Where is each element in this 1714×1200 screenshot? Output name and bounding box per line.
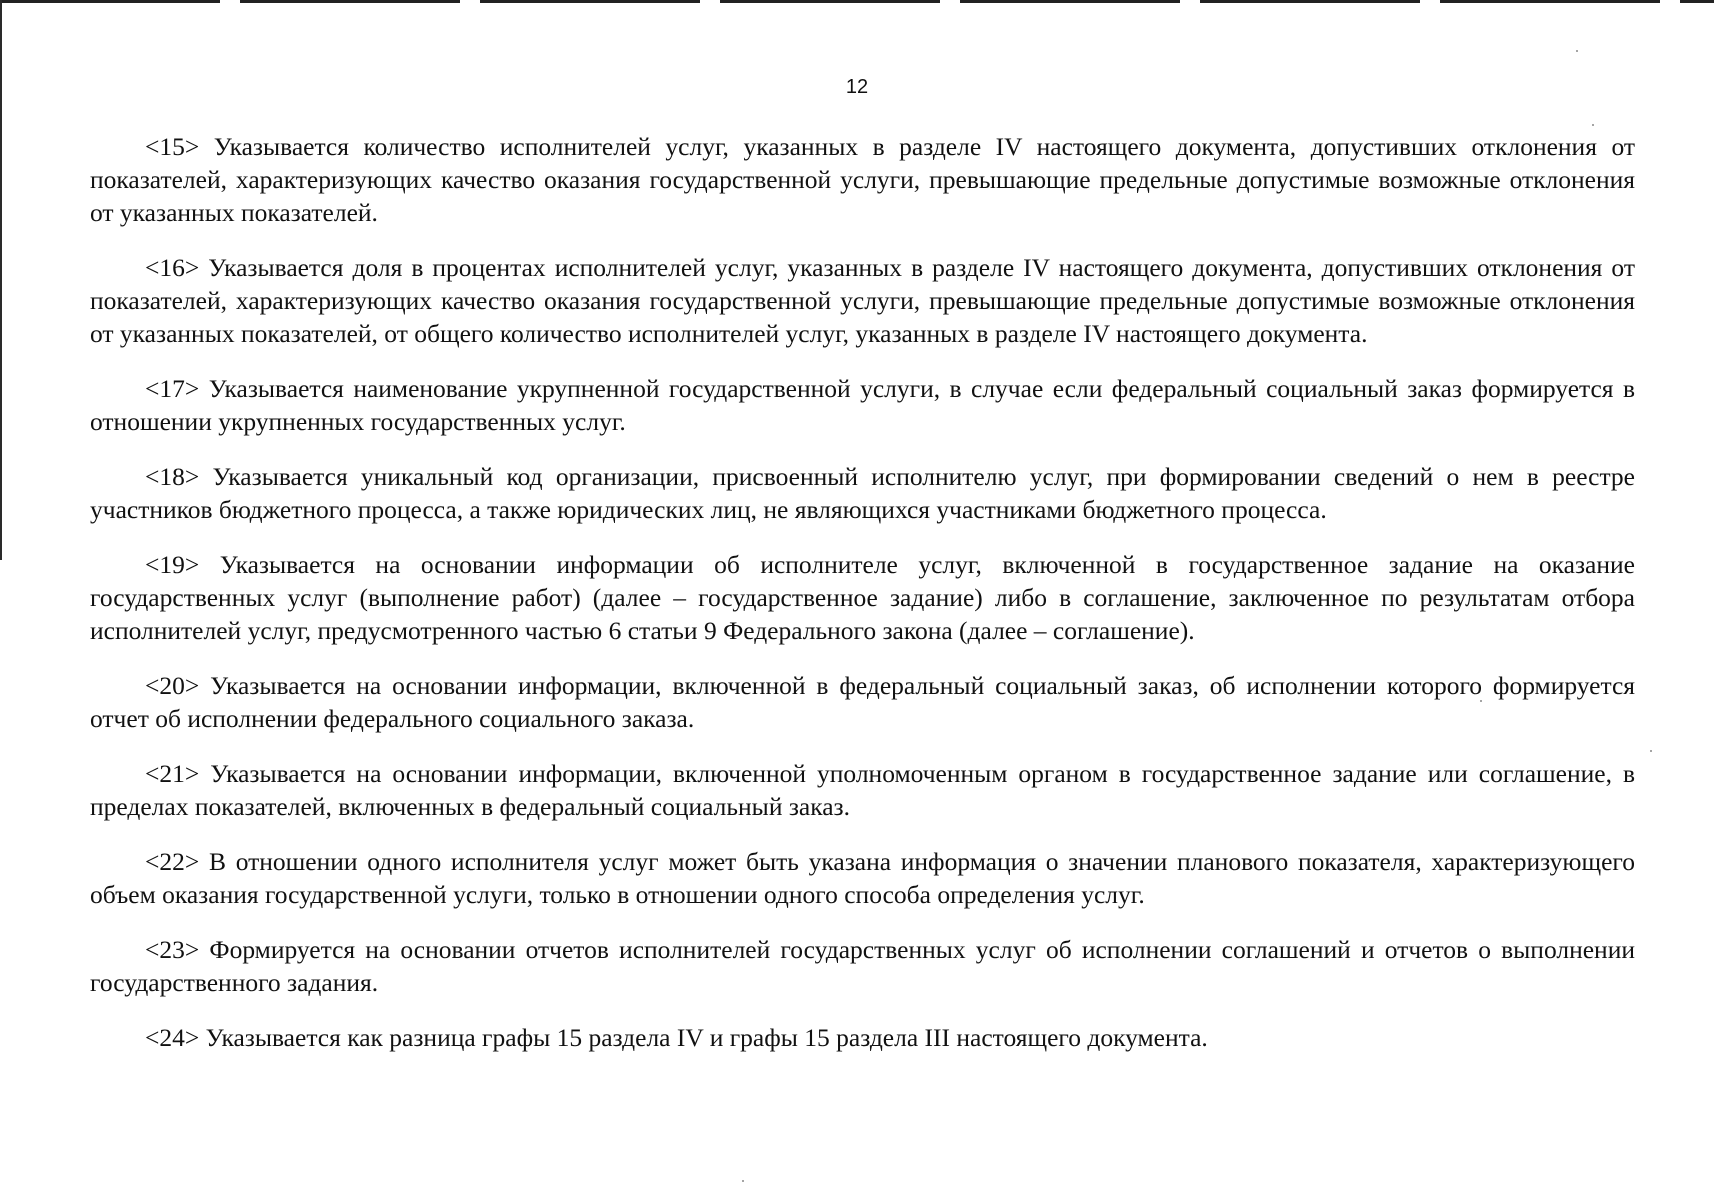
- footnote-23: <23> Формируется на основании отчетов исполнителей государственных услуг об исполнении соглашений и отчетов о выполнении государственного задания.: [90, 935, 1635, 997]
- footnote-19: <19> Указывается на основании информации об исполнителе услуг, включенной в государственное задание на оказание государственных услуг (выполнение работ) (далее – государственное задание) либо в соглашение, заключенное по результатам отбора исполнителей услуг, предусмотренного частью 6 статьи 9 Федерального закона (далее – соглашение).: [90, 550, 1635, 645]
- scan-speck: [1576, 50, 1578, 52]
- scan-speck: [1650, 750, 1652, 752]
- page-number: 12: [845, 76, 869, 98]
- footnote-18: <18> Указывается уникальный код организации, присвоенный исполнителю услуг, при формировании сведений о нем в реестре участников бюджетного процесса, а также юридических лиц, не являющихся участниками бюджетного процесса.: [90, 462, 1635, 524]
- footnote-17: <17> Указывается наименование укрупненной государственной услуги, в случае если федеральный социальный заказ формируется в отношении укрупненных государственных услуг.: [90, 374, 1635, 436]
- scan-top-border: [0, 0, 1714, 3]
- footnote-20: <20> Указывается на основании информации, включенной в федеральный социальный заказ, об исполнении которого формируется отчет об исполнении федерального социального заказа.: [90, 671, 1635, 733]
- footnote-15: <15> Указывается количество исполнителей услуг, указанных в разделе IV настоящего документа, допустивших отклонения от показателей, характеризующих качество оказания государственной услуги, превышающие предельные допустимые возможные отклонения от указанных показателей.: [90, 132, 1635, 227]
- footnote-21: <21> Указывается на основании информации, включенной уполномоченным органом в государственное задание или соглашение, в пределах показателей, включенных в федеральный социальный заказ.: [90, 759, 1635, 821]
- footnotes-body: [90, 130, 1635, 1076]
- footnote-24: <24> Указывается как разница графы 15 раздела IV и графы 15 раздела III настоящего документа.: [145, 1023, 1208, 1052]
- scan-speck: [1592, 124, 1594, 126]
- footnote-22: <22> В отношении одного исполнителя услуг может быть указана информация о значении планового показателя, характеризующего объем оказания государственной услуги, только в отношении одного способа определения услуг.: [90, 847, 1635, 909]
- scan-speck: [742, 1180, 744, 1182]
- footnote-16: <16> Указывается доля в процентах исполнителей услуг, указанных в разделе IV настоящего документа, допустивших отклонения от показателей, характеризующих качество оказания государственной услуги, превышающие предельные допустимые возможные отклонения от указанных показателей, от общего количество исполнителей услуг, указанных в разделе IV настоящего документа.: [90, 253, 1635, 348]
